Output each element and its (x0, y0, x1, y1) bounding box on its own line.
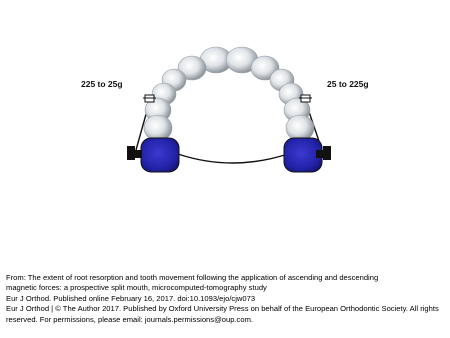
left-magnet (127, 138, 179, 172)
right-magnet (284, 138, 331, 172)
caption-citation: Eur J Orthod. Published online February 16, 2017. doi:10.1093/ejo/cjw073 (6, 293, 256, 303)
force-label-left: 225 to 25g (81, 79, 123, 89)
caption-copyright-line-1: Eur J Orthod | © The Author 2017. Published by Oxford University Press on behalf of the European Orthodontic Society. All rights (6, 304, 439, 314)
left-bracket (143, 95, 156, 102)
caption-title-line-2: magnetic forces: a prospective split mouth, microcomputed-tomography study (6, 283, 267, 293)
force-label-right: 25 to 225g (327, 79, 369, 89)
teeth-arch (144, 47, 314, 141)
caption-title-line-1: From: The extent of root resorption and tooth movement following the application of ascending and descending (6, 273, 379, 282)
right-bracket (299, 95, 312, 102)
caption-copyright-line-2: reserved. For permissions, please email: journals.permissions@oup.com. (6, 314, 254, 324)
connecting-wire (178, 154, 288, 163)
figure-caption (6, 273, 446, 325)
tooth (286, 115, 314, 141)
tooth (144, 115, 172, 141)
